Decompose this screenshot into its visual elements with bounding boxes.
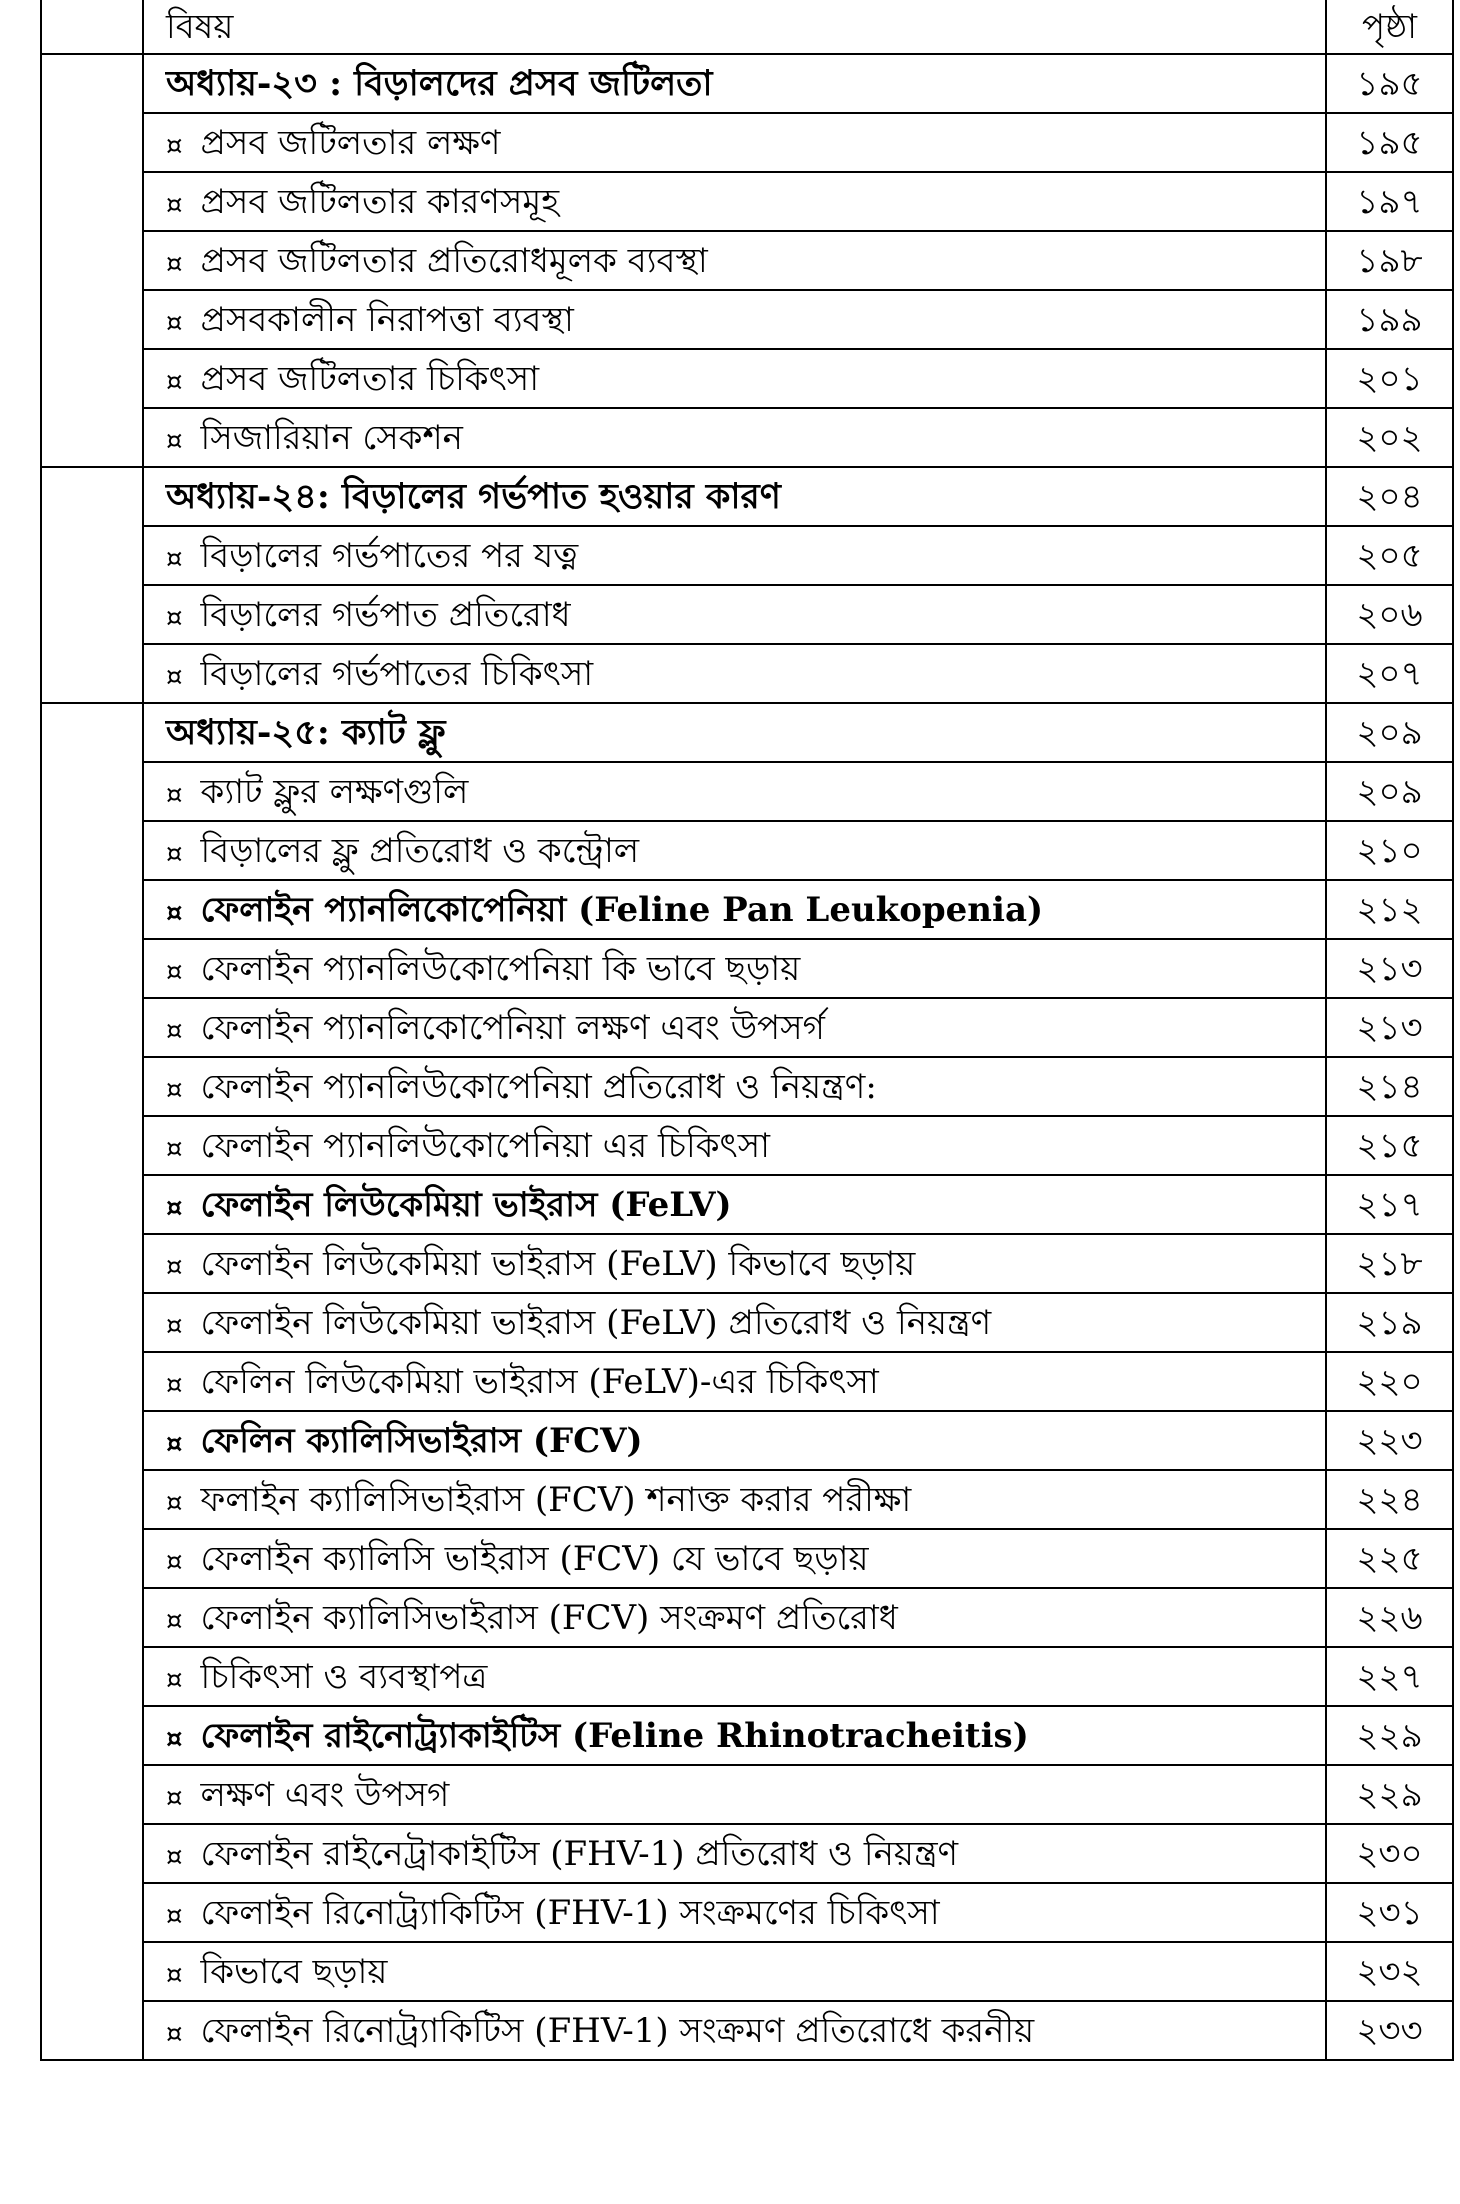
entry-page: ২০৭ — [1326, 644, 1453, 703]
entry-page: ২১৪ — [1326, 1057, 1453, 1116]
entry-page: ১৯৭ — [1326, 172, 1453, 231]
entry-page: ২১৩ — [1326, 998, 1453, 1057]
list-item — [41, 113, 1453, 172]
bullet-icon: ¤ — [166, 1192, 183, 1223]
entry-cell — [143, 1647, 1326, 1706]
list-item — [41, 1647, 1453, 1706]
entry-text: বিড়ালের গর্ভপাতের চিকিৎসা — [200, 653, 594, 694]
bullet-icon: ¤ — [166, 779, 183, 810]
chapter-blank-cell — [41, 703, 143, 2060]
entry-text: ফেলাইন প্যানলিকোপেনিয়া লক্ষণ এবং উপসর্গ — [200, 1007, 825, 1048]
entry-page: ১৯৮ — [1326, 231, 1453, 290]
entry-text: ফেলাইন প্যানলিকোপেনিয়া (Feline Pan Leukopenia) — [200, 889, 1044, 930]
entry-text: ফেলাইন লিউকেমিয়া ভাইরাস (FeLV) প্রতিরোধ ও নিয়ন্ত্রণ — [200, 1302, 992, 1343]
list-item — [41, 880, 1453, 939]
bullet-icon: ¤ — [166, 130, 183, 161]
entry-page: ২১৭ — [1326, 1175, 1453, 1234]
list-item — [41, 1116, 1453, 1175]
bullet-icon: ¤ — [166, 956, 183, 987]
bullet-icon: ¤ — [166, 602, 183, 633]
entry-cell — [143, 2001, 1326, 2060]
entry-page: ২৩০ — [1326, 1824, 1453, 1883]
chapter-title: অধ্যায়-২৪: বিড়ালের গর্ভপাত হওয়ার কারণ — [143, 467, 1326, 526]
bullet-icon: ¤ — [166, 366, 183, 397]
entry-cell — [143, 821, 1326, 880]
list-item — [41, 1883, 1453, 1942]
bullet-icon: ¤ — [166, 1959, 183, 1990]
entry-text: ফেলাইন ক্যালিসিভাইরাস (FCV) সংক্রমণ প্রতিরোধ — [200, 1597, 898, 1638]
list-item — [41, 762, 1453, 821]
entry-text: ফেলাইন প্যানলিউকোপেনিয়া কি ভাবে ছড়ায় — [200, 948, 801, 989]
entry-cell — [143, 1470, 1326, 1529]
entry-cell — [143, 880, 1326, 939]
entry-page: ২২৪ — [1326, 1470, 1453, 1529]
bullet-icon: ¤ — [166, 1841, 183, 1872]
header-blank-cell — [41, 0, 143, 54]
list-item — [41, 172, 1453, 231]
entry-text: লক্ষণ এবং উপসগ — [200, 1774, 450, 1815]
entry-page: ২২০ — [1326, 1352, 1453, 1411]
entry-cell — [143, 939, 1326, 998]
entry-text: ফলাইন ক্যালিসিভাইরাস (FCV) শনাক্ত করার পরীক্ষা — [200, 1479, 912, 1520]
entry-text: সিজারিয়ান সেকশন — [200, 417, 463, 458]
entry-text: প্রসব জটিলতার লক্ষণ — [200, 122, 501, 163]
entry-page: ২০৬ — [1326, 585, 1453, 644]
entry-page: ২০৫ — [1326, 526, 1453, 585]
header-page: পৃষ্ঠা — [1326, 0, 1453, 54]
bullet-icon: ¤ — [166, 1428, 183, 1459]
entry-page: ২০২ — [1326, 408, 1453, 467]
list-item — [41, 1234, 1453, 1293]
entry-text: প্রসব জটিলতার চিকিৎসা — [200, 358, 540, 399]
entry-page: ২০৯ — [1326, 762, 1453, 821]
entry-cell — [143, 1057, 1326, 1116]
bullet-icon: ¤ — [166, 1015, 183, 1046]
entry-page: ১৯৯ — [1326, 290, 1453, 349]
list-item — [41, 1942, 1453, 2001]
header-row — [41, 0, 1453, 54]
entry-page: ২১০ — [1326, 821, 1453, 880]
entry-page: ২১৯ — [1326, 1293, 1453, 1352]
entry-page: ২২৭ — [1326, 1647, 1453, 1706]
entry-cell — [143, 1352, 1326, 1411]
list-item — [41, 1529, 1453, 1588]
list-item — [41, 644, 1453, 703]
entry-cell — [143, 1765, 1326, 1824]
entry-text: ফেলিন ক্যালিসিভাইরাস (FCV) — [200, 1420, 643, 1461]
list-item — [41, 1411, 1453, 1470]
chapter-page: ২০৯ — [1326, 703, 1453, 762]
list-item — [41, 1470, 1453, 1529]
entry-cell — [143, 1588, 1326, 1647]
chapter-row — [41, 467, 1453, 526]
list-item — [41, 821, 1453, 880]
list-item — [41, 1588, 1453, 1647]
list-item — [41, 1765, 1453, 1824]
entry-cell — [143, 1706, 1326, 1765]
entry-page: ২২৬ — [1326, 1588, 1453, 1647]
entry-text: কিভাবে ছড়ায় — [200, 1951, 388, 1992]
list-item — [41, 1824, 1453, 1883]
list-item — [41, 1175, 1453, 1234]
entry-cell — [143, 1942, 1326, 2001]
list-item — [41, 1293, 1453, 1352]
entry-cell — [143, 231, 1326, 290]
entry-page: ২১৩ — [1326, 939, 1453, 998]
bullet-icon: ¤ — [166, 248, 183, 279]
chapter-row — [41, 703, 1453, 762]
bullet-icon: ¤ — [166, 1487, 183, 1518]
entry-cell — [143, 526, 1326, 585]
entry-cell — [143, 762, 1326, 821]
bullet-icon: ¤ — [166, 1664, 183, 1695]
list-item — [41, 526, 1453, 585]
entry-text: ফেলাইন লিউকেমিয়া ভাইরাস (FeLV) — [200, 1184, 732, 1225]
list-item — [41, 2001, 1453, 2060]
list-item — [41, 408, 1453, 467]
header-topic: বিষয় — [143, 0, 1326, 54]
entry-page: ২২৯ — [1326, 1706, 1453, 1765]
entry-page: ২০১ — [1326, 349, 1453, 408]
entry-text: ফেলাইন প্যানলিউকোপেনিয়া এর চিকিৎসা — [200, 1125, 771, 1166]
bullet-icon: ¤ — [166, 189, 183, 220]
list-item — [41, 1706, 1453, 1765]
entry-cell — [143, 113, 1326, 172]
entry-text: চিকিৎসা ও ব্যবস্থাপত্র — [200, 1656, 488, 1697]
entry-cell — [143, 1175, 1326, 1234]
entry-text: ফেলাইন রাইনেট্রাকাইটিস (FHV-1) প্রতিরোধ ও নিয়ন্ত্রণ — [200, 1833, 959, 1874]
entry-text: ফেলাইন রিনোট্র্যাকিটিস (FHV-1) সংক্রমণ প্রতিরোধে করনীয় — [200, 2010, 1035, 2051]
entry-cell — [143, 998, 1326, 1057]
bullet-icon: ¤ — [166, 1133, 183, 1164]
list-item — [41, 585, 1453, 644]
entry-cell — [143, 1234, 1326, 1293]
bullet-icon: ¤ — [166, 838, 183, 869]
bullet-icon: ¤ — [166, 897, 183, 928]
list-item — [41, 1057, 1453, 1116]
entry-cell — [143, 585, 1326, 644]
entry-cell — [143, 1824, 1326, 1883]
chapter-page: ১৯৫ — [1326, 54, 1453, 113]
entry-page: ২২৯ — [1326, 1765, 1453, 1824]
entry-text: ফেলাইন লিউকেমিয়া ভাইরাস (FeLV) কিভাবে ছড়ায় — [200, 1243, 916, 1284]
chapter-title: অধ্যায়-২৫: ক্যাট ফ্লু — [143, 703, 1326, 762]
bullet-icon: ¤ — [166, 543, 183, 574]
chapter-blank-cell — [41, 467, 143, 703]
bullet-icon: ¤ — [166, 1546, 183, 1577]
entry-text: প্রসব জটিলতার কারণসমূহ — [200, 181, 560, 222]
entry-page: ২৩২ — [1326, 1942, 1453, 2001]
bullet-icon: ¤ — [166, 1900, 183, 1931]
list-item — [41, 1352, 1453, 1411]
entry-cell — [143, 1883, 1326, 1942]
entry-text: প্রসব জটিলতার প্রতিরোধমূলক ব্যবস্থা — [200, 240, 708, 281]
entry-cell — [143, 349, 1326, 408]
bullet-icon: ¤ — [166, 1074, 183, 1105]
bullet-icon: ¤ — [166, 1310, 183, 1341]
bullet-icon: ¤ — [166, 307, 183, 338]
entry-cell — [143, 408, 1326, 467]
entry-text: বিড়ালের গর্ভপাত প্রতিরোধ — [200, 594, 571, 635]
entry-text: ফেলাইন ক্যালিসি ভাইরাস (FCV) যে ভাবে ছড়ায় — [200, 1538, 869, 1579]
entry-page: ১৯৫ — [1326, 113, 1453, 172]
table-of-contents — [40, 0, 1454, 2061]
entry-page: ২১২ — [1326, 880, 1453, 939]
entry-page: ২২৩ — [1326, 1411, 1453, 1470]
bullet-icon: ¤ — [166, 1605, 183, 1636]
entry-text: বিড়ালের ফ্লু প্রতিরোধ ও কন্ট্রোল — [200, 830, 640, 871]
bullet-icon: ¤ — [166, 2018, 183, 2049]
entry-page: ২৩৩ — [1326, 2001, 1453, 2060]
entry-cell — [143, 1116, 1326, 1175]
entry-text: ফেলাইন প্যানলিউকোপেনিয়া প্রতিরোধ ও নিয়ন্ত্রণ: — [200, 1066, 877, 1107]
list-item — [41, 998, 1453, 1057]
entry-page: ২১৮ — [1326, 1234, 1453, 1293]
bullet-icon: ¤ — [166, 425, 183, 456]
entry-text: বিড়ালের গর্ভপাতের পর যত্ন — [200, 535, 579, 576]
list-item — [41, 349, 1453, 408]
list-item — [41, 231, 1453, 290]
entry-cell — [143, 290, 1326, 349]
entry-text: ফেলাইন রিনোট্র্যাকিটিস (FHV-1) সংক্রমণের চিকিৎসা — [200, 1892, 940, 1933]
entry-cell — [143, 1529, 1326, 1588]
bullet-icon: ¤ — [166, 1782, 183, 1813]
chapter-row — [41, 54, 1453, 113]
entry-text: ক্যাট ফ্লুর লক্ষণগুলি — [200, 771, 469, 812]
entry-cell — [143, 1411, 1326, 1470]
chapter-blank-cell — [41, 54, 143, 467]
bullet-icon: ¤ — [166, 1251, 183, 1282]
bullet-icon: ¤ — [166, 661, 183, 692]
list-item — [41, 290, 1453, 349]
bullet-icon: ¤ — [166, 1369, 183, 1400]
entry-text: ফেলিন লিউকেমিয়া ভাইরাস (FeLV)-এর চিকিৎসা — [200, 1361, 879, 1402]
entry-text: ফেলাইন রাইনোট্র্যাকাইটিস (Feline Rhinotracheitis) — [200, 1715, 1029, 1756]
chapter-title: অধ্যায়-২৩ : বিড়ালদের প্রসব জটিলতা — [143, 54, 1326, 113]
entry-cell — [143, 644, 1326, 703]
entry-page: ২২৫ — [1326, 1529, 1453, 1588]
entry-cell — [143, 1293, 1326, 1352]
list-item — [41, 939, 1453, 998]
bullet-icon: ¤ — [166, 1723, 183, 1754]
entry-page: ২৩১ — [1326, 1883, 1453, 1942]
entry-cell — [143, 172, 1326, 231]
entry-text: প্রসবকালীন নিরাপত্তা ব্যবস্থা — [200, 299, 574, 340]
entry-page: ২১৫ — [1326, 1116, 1453, 1175]
chapter-page: ২০৪ — [1326, 467, 1453, 526]
